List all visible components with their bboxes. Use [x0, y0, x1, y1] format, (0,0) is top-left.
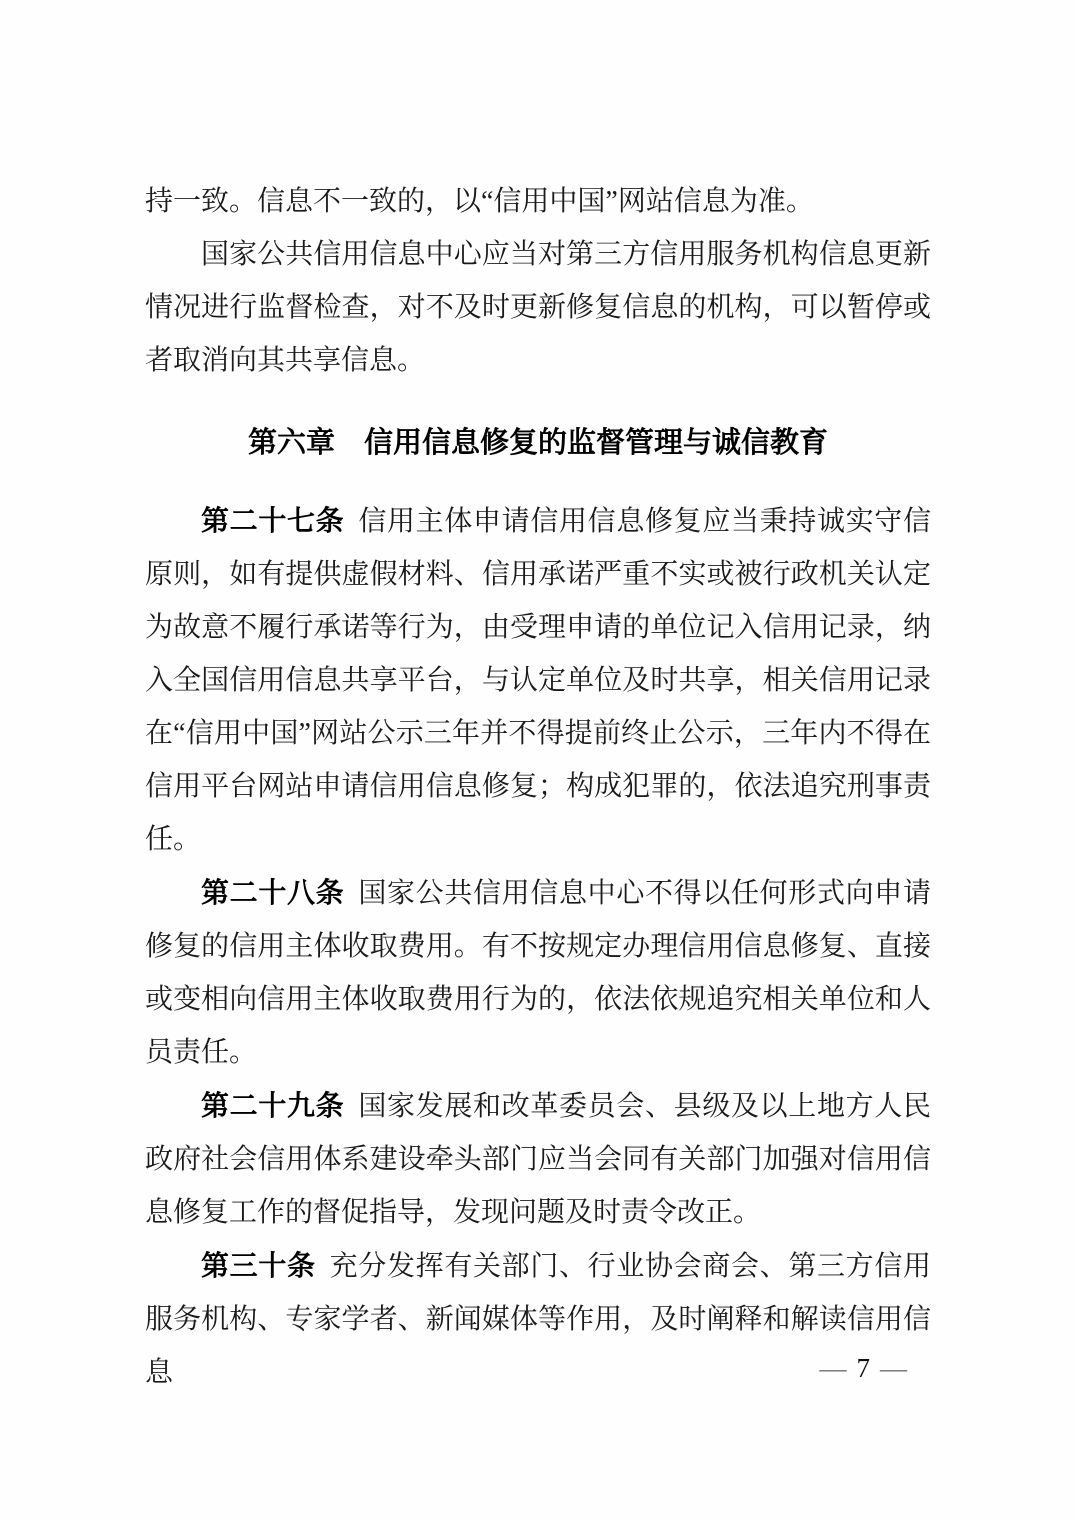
article-number: 第二十九条	[201, 1090, 345, 1121]
article-paragraph: 第二十八条 国家公共信用信息中心不得以任何形式向申请修复的信用主体收取费用。有不按规定办理信用信息修复、直接或变相向信用主体收取费用行为的，依法依规追究相关单位和人员责任。	[145, 877, 931, 1068]
body-paragraph: 持一致。信息不一致的，以“信用中国”网站信息为准。	[145, 186, 814, 217]
article-number: 第三十条	[201, 1250, 316, 1281]
document-content	[145, 175, 931, 1399]
body-paragraph: 国家公共信用信息中心应当对第三方信用服务机构信息更新情况进行监督检查，对不及时更新修复信息的机构，可以暂停或者取消向其共享信息。	[145, 239, 931, 376]
page-number-value: 7	[856, 1353, 870, 1383]
page-number-right-dash: —	[880, 1353, 907, 1383]
article-number: 第二十八条	[201, 877, 345, 908]
article-paragraph: 第二十七条 信用主体申请信用信息修复应当秉持诚实守信原则，如有提供虚假材料、信用承诺严重不实或被行政机关认定为故意不履行承诺等行为，由受理申请的单位记入信用记录，纳入全国信用信息共享平台，与认定单位及时共享，相关信用记录在“信用中国”网站公示三年并不得提前终止公示，三年内不得在信用平台网站申请信用信息修复；构成犯罪的，依法追究刑事责任。	[145, 505, 931, 855]
article-number: 第二十七条	[201, 505, 345, 536]
article-paragraph: 第三十条 充分发挥有关部门、行业协会商会、第三方信用服务机构、专家学者、新闻媒体等作用，及时阐释和解读信用信息	[145, 1250, 931, 1388]
page-number	[810, 1348, 918, 1388]
article-paragraph: 第二十九条 国家发展和改革委员会、县级及以上地方人民政府社会信用体系建设牵头部门应当会同有关部门加强对信用信息修复工作的督促指导，发现问题及时责令改正。	[145, 1090, 931, 1228]
page-number-left-dash: —	[819, 1353, 847, 1383]
chapter-heading: 第六章 信用信息修复的监督管理与诚信教育	[247, 427, 828, 459]
